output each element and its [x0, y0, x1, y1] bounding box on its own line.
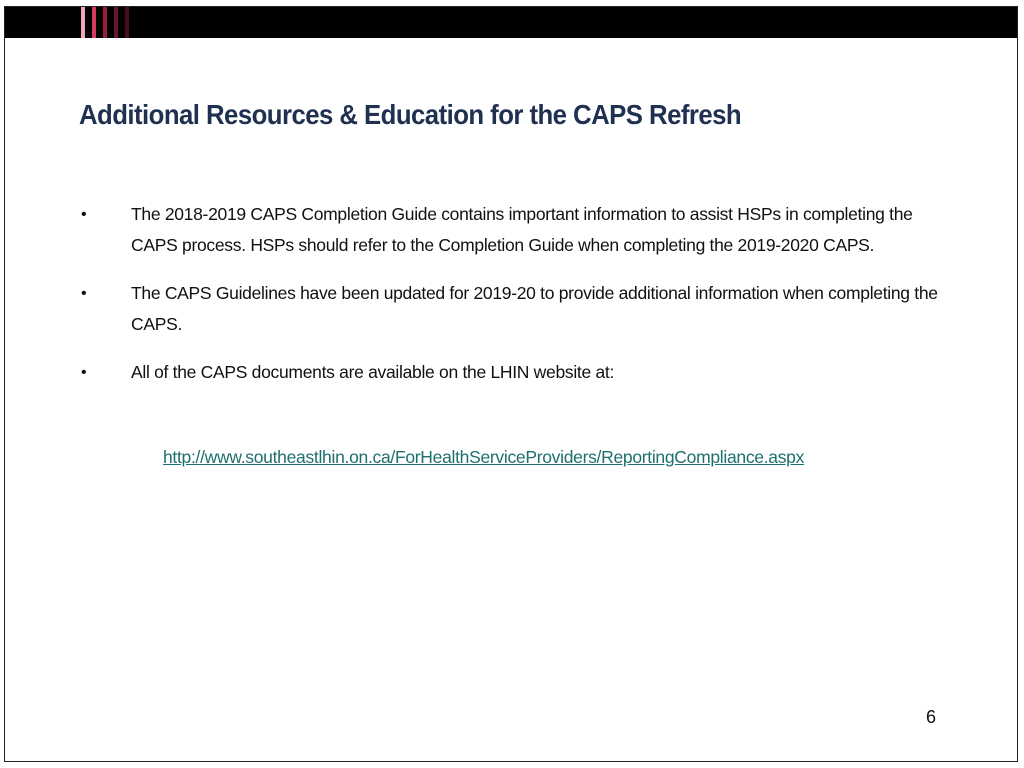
bullet-text: All of the CAPS documents are available on the LHIN website at:	[131, 362, 615, 382]
stripe-5	[125, 7, 129, 38]
slide	[4, 6, 1018, 762]
slide-title: Additional Resources & Education for the CAPS Refresh	[79, 99, 742, 130]
bullet-marker: •	[81, 364, 87, 381]
stripe-1	[81, 7, 85, 38]
bullet-item-1	[75, 199, 955, 261]
page-number: 6	[926, 707, 937, 727]
header-bar	[5, 7, 1017, 38]
bullet-text: The 2018-2019 CAPS Completion Guide contains important information to assist HSPs in completing the CAPS process. HSPs should refer to the Completion Guide when completing the 2019-2020 CAPS.	[131, 204, 913, 255]
stripe-3	[103, 7, 107, 38]
lhin-website-link[interactable]: http://www.southeastlhin.on.ca/ForHealthServiceProviders/ReportingCompliance.aspx	[163, 447, 805, 467]
bullet-text: The CAPS Guidelines have been updated for 2019-20 to provide additional information when completing the CAPS.	[131, 283, 938, 334]
logo-stripes	[81, 7, 137, 38]
bullet-item-2	[75, 278, 955, 340]
stripe-2	[92, 7, 96, 38]
stripe-4	[114, 7, 118, 38]
bullet-marker: •	[81, 285, 87, 302]
bullet-item-3	[75, 357, 955, 388]
bullet-marker: •	[81, 206, 87, 223]
bullet-list	[75, 199, 955, 405]
